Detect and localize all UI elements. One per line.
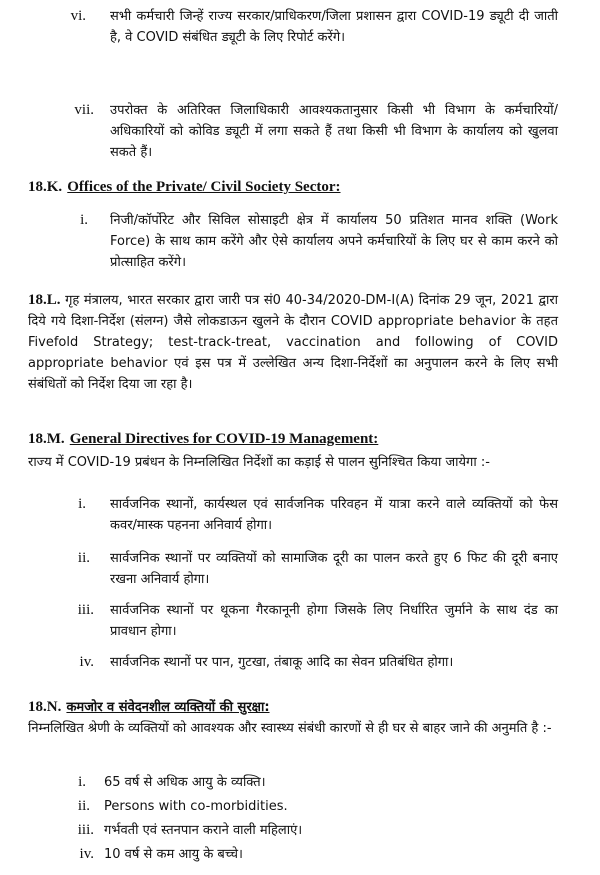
section-number: 18.L. <box>28 292 61 308</box>
list-numeral: ii. <box>77 550 90 566</box>
list-item-text: सार्वजनिक स्थानों, कार्यस्थल एवं सार्वजनिक परिवहन में यात्रा करने वाले व्यक्तियों को फेस कवर/मास्क पहनना अनिवार्य होगा। <box>110 497 558 533</box>
section-paragraph-18l <box>28 290 558 395</box>
section-heading-18n <box>28 696 568 716</box>
list-item-text: सभी कर्मचारी जिन्हें राज्य सरकार/प्राधिकरण/जिला प्रशासन द्वारा COVID-19 ड्यूटी दी जाती है, वे COVID संबंधित ड्यूटी के लिए रिपोर्ट करेंगे। <box>110 9 558 45</box>
section-text: गृह मंत्रालय, भारत सरकार द्वारा जारी पत्र सं0 40-34/2020-DM-I(A) दिनांक 29 जून, 2021 द्वारा दिये गये दिशा-निर्देश (संलग्न) जैसे लोकडाऊन खुलने के दौरान COVID appropriate behavior के तहत Fivefold Strategy; test-track-treat, vaccination and following of COVID appropriate behavior एवं इस पत्र में उल्लेखित अन्य दिशा-निर्देशों का अनुपालन करने के लिए सभी संबंधितों को निर्देश दिया जा रहा है। <box>28 293 559 392</box>
list-numeral: i. <box>80 212 88 228</box>
section-intro: निम्नलिखित श्रेणी के व्यक्तियों को आवश्यक और स्वास्थ्य संबंधी कारणों से ही घर से बाहर जाने की अनुमति है :- <box>28 721 552 736</box>
list-numeral: ii. <box>77 798 90 814</box>
section-intro: राज्य में COVID-19 प्रबंधन के निम्नलिखित निर्देशों का कड़ाई से पालन सुनिश्चित किया जायेगा :- <box>28 455 490 470</box>
list-numeral: iii. <box>77 822 94 838</box>
section-heading-18m <box>28 428 568 448</box>
section-number: 18.K. <box>28 179 63 195</box>
list-numeral: iv. <box>79 654 94 670</box>
list-numeral: i. <box>78 496 86 512</box>
list-item-text: 65 वर्ष से अधिक आयु के व्यक्ति। <box>104 775 266 790</box>
section-title: Offices of the Private/ Civil Society Sector: <box>67 179 341 195</box>
list-numeral: iii. <box>77 602 94 618</box>
section-number: 18.N. <box>28 699 62 715</box>
section-title: General Directives for COVID-19 Management: <box>69 431 379 447</box>
section-heading-18k <box>28 176 568 196</box>
list-item-text: Persons with co-morbidities. <box>104 799 288 814</box>
section-number: 18.M. <box>28 431 65 447</box>
list-numeral: iv. <box>79 846 94 862</box>
list-item-text: सार्वजनिक स्थानों पर थूकना गैरकानूनी होगा जिसके लिए निर्धारित जुर्माने के साथ दंड का प्रावधान होगा। <box>110 603 558 639</box>
list-numeral: vii. <box>74 102 94 118</box>
list-numeral: vi. <box>70 8 86 24</box>
list-item-text: निजी/कॉर्पोरेट और सिविल सोसाइटी क्षेत्र में कार्यालय 50 प्रतिशत मानव शक्ति (Work Force) के साथ काम करेंगे और ऐसे कार्यालय अपने कर्मचारियों के लिए घर से काम करने को प्रोत्साहित करेंगे। <box>110 213 558 270</box>
list-item-text: 10 वर्ष से कम आयु के बच्चे। <box>104 847 243 862</box>
list-item-text: उपरोक्त के अतिरिक्त जिलाधिकारी आवश्यकतानुसार किसी भी विभाग के कर्मचारियों/अधिकारियों को कोविड ड्यूटी में लगा सकते हैं तथा किसी भी विभाग के कार्यालय को खुलवा सकते हैं। <box>110 103 558 160</box>
list-item-text: सार्वजनिक स्थानों पर पान, गुटखा, तंबाकू आदि का सेवन प्रतिबंधित होगा। <box>110 655 454 670</box>
list-item-text: गर्भवती एवं स्तनपान कराने वाली महिलाएं। <box>104 823 303 838</box>
list-item-text: सार्वजनिक स्थानों पर व्यक्तियों को सामाजिक दूरी का पालन करते हुए 6 फिट की दूरी बनाए रखना अनिवार्य होगा। <box>110 551 558 587</box>
list-numeral: i. <box>78 774 86 790</box>
section-title: कमजोर व संवेदनशील व्यक्तियों की सुरक्षा: <box>66 700 270 715</box>
